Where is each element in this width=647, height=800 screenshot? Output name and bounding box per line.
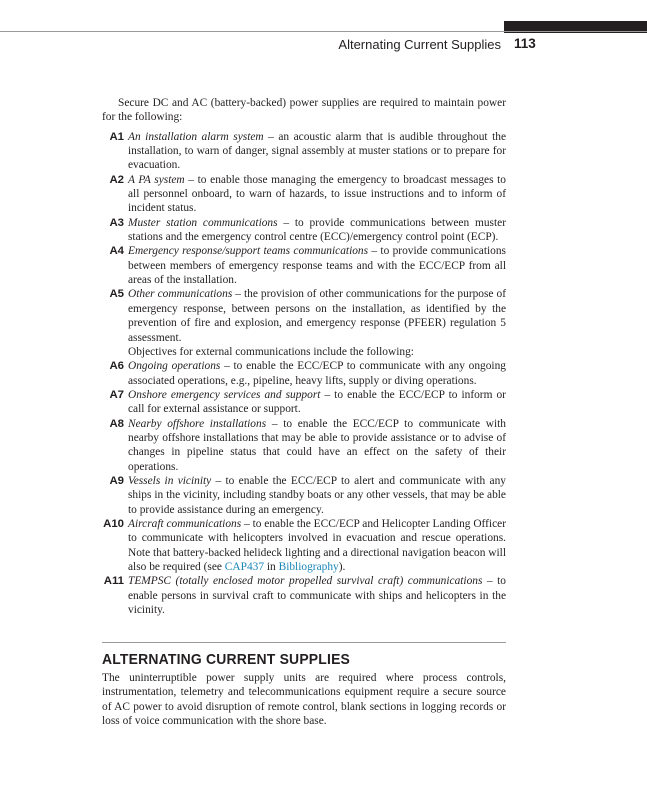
item-label: A5	[109, 288, 124, 301]
item-title: Other communications	[128, 288, 233, 301]
section-heading: ALTERNATING CURRENT SUPPLIES	[102, 651, 351, 668]
item-title: Muster station communications	[128, 216, 278, 229]
intro-paragraph: Secure DC and AC (battery-backed) power supplies are required to maintain power for the following:	[102, 97, 506, 124]
item-text: ).	[338, 561, 346, 573]
item-text: – the provision of other communications for the purpose of emergency response, between persons on the installation, as identified by the prevention of fire and explosion, and emergency response (PFEER) regulation 5 assessment.	[128, 288, 506, 344]
item-label: A2	[109, 173, 124, 186]
list-item	[102, 287, 506, 344]
item-label: A6	[109, 360, 124, 373]
item-text: – an acoustic alarm that is audible throughout the installation, to warn of danger, signal assembly at muster stations or to prepare for evacuation.	[128, 130, 506, 172]
cap437-link[interactable]: CAP437	[224, 561, 265, 573]
item-title: Vessels in vicinity	[128, 474, 212, 487]
item-label: A7	[109, 388, 124, 401]
section-body: The uninterruptible power supply units are required where process controls, instrumentation, telemetry and telecommunications equipment require a secure source of AC power to avoid disruption of remote control, blank sections in logging records or loss of voice communication with the shore base.	[102, 672, 506, 728]
item-text: in	[264, 561, 279, 573]
item-title: TEMPSC (totally enclosed motor propelled survival craft) communications	[128, 575, 483, 588]
section-divider	[102, 642, 506, 643]
item-text: – to provide communications between muster stations and the emergency control centre (ECC)/emergency control point (ECP).	[128, 216, 506, 244]
list-item	[102, 574, 506, 617]
item-text: – to enable the ECC/ECP and Helicopter Landing Officer to communicate with helicopters involved in evacuation and rescue operations. Note that battery-backed helideck lighting and a directional navigation beacon will also be required (see	[128, 517, 507, 573]
item-title: An installation alarm system	[128, 130, 264, 143]
item-text: – to provide communications between members of emergency response teams and with the ECC/ECP from all areas of the installation.	[128, 245, 506, 287]
list-item	[102, 130, 506, 173]
item-text: – to enable persons in survival craft to communicate with ships and helicopters in the vicinity.	[128, 575, 506, 617]
item-text: – to enable the ECC/ECP to communicate with nearby offshore installations that may be able to provide assistance or to advise of changes in pipeline status that could have an effect on the safety of their operations.	[128, 417, 506, 473]
item-text: – to enable the ECC/ECP to inform or call for external assistance or support.	[128, 388, 506, 416]
item-label: A4	[109, 245, 124, 258]
item-label: A9	[109, 474, 124, 487]
item-label: A1	[109, 130, 124, 143]
item-title: Nearby offshore installations	[128, 417, 267, 430]
list-item	[102, 474, 506, 517]
item-text: – to enable the ECC/ECP to alert and communicate with any ships in the vicinity, including standby boats or any other vessels, that may be able to provide assistance during an emergency.	[128, 474, 506, 516]
running-head: Alternating Current Supplies	[338, 37, 501, 52]
item-text: – to enable the ECC/ECP to communicate with any ongoing associated operations, e.g., pipeline, heavy lifts, supply or diving operations.	[128, 360, 506, 387]
list-item	[102, 388, 506, 417]
item-title: Onshore emergency services and support	[128, 388, 321, 401]
item-title: Aircraft communications	[128, 517, 242, 530]
item-label: A10	[103, 517, 124, 530]
item-title: A PA system	[128, 173, 185, 186]
main-content	[102, 96, 506, 617]
header-rule	[0, 31, 647, 32]
list-item	[102, 216, 506, 245]
item-title: Emergency response/support teams communications	[128, 245, 369, 258]
list-item	[102, 359, 506, 388]
list-item	[102, 173, 506, 216]
item-text: – to enable those managing the emergency to broadcast messages to all personnel onboard, to warn of hazards, to issue instructions and to inform of incident status.	[128, 173, 507, 215]
external-intro: Objectives for external communications include the following:	[128, 345, 414, 358]
list-item	[102, 417, 506, 474]
item-label: A8	[109, 417, 124, 430]
bibliography-link[interactable]: Bibliography	[278, 561, 339, 573]
item-label: A3	[109, 216, 124, 229]
item-title: Ongoing operations	[128, 360, 221, 373]
item-label: A11	[103, 575, 124, 588]
page-number: 113	[514, 36, 536, 51]
list-item	[102, 517, 506, 574]
list-item	[102, 244, 506, 287]
